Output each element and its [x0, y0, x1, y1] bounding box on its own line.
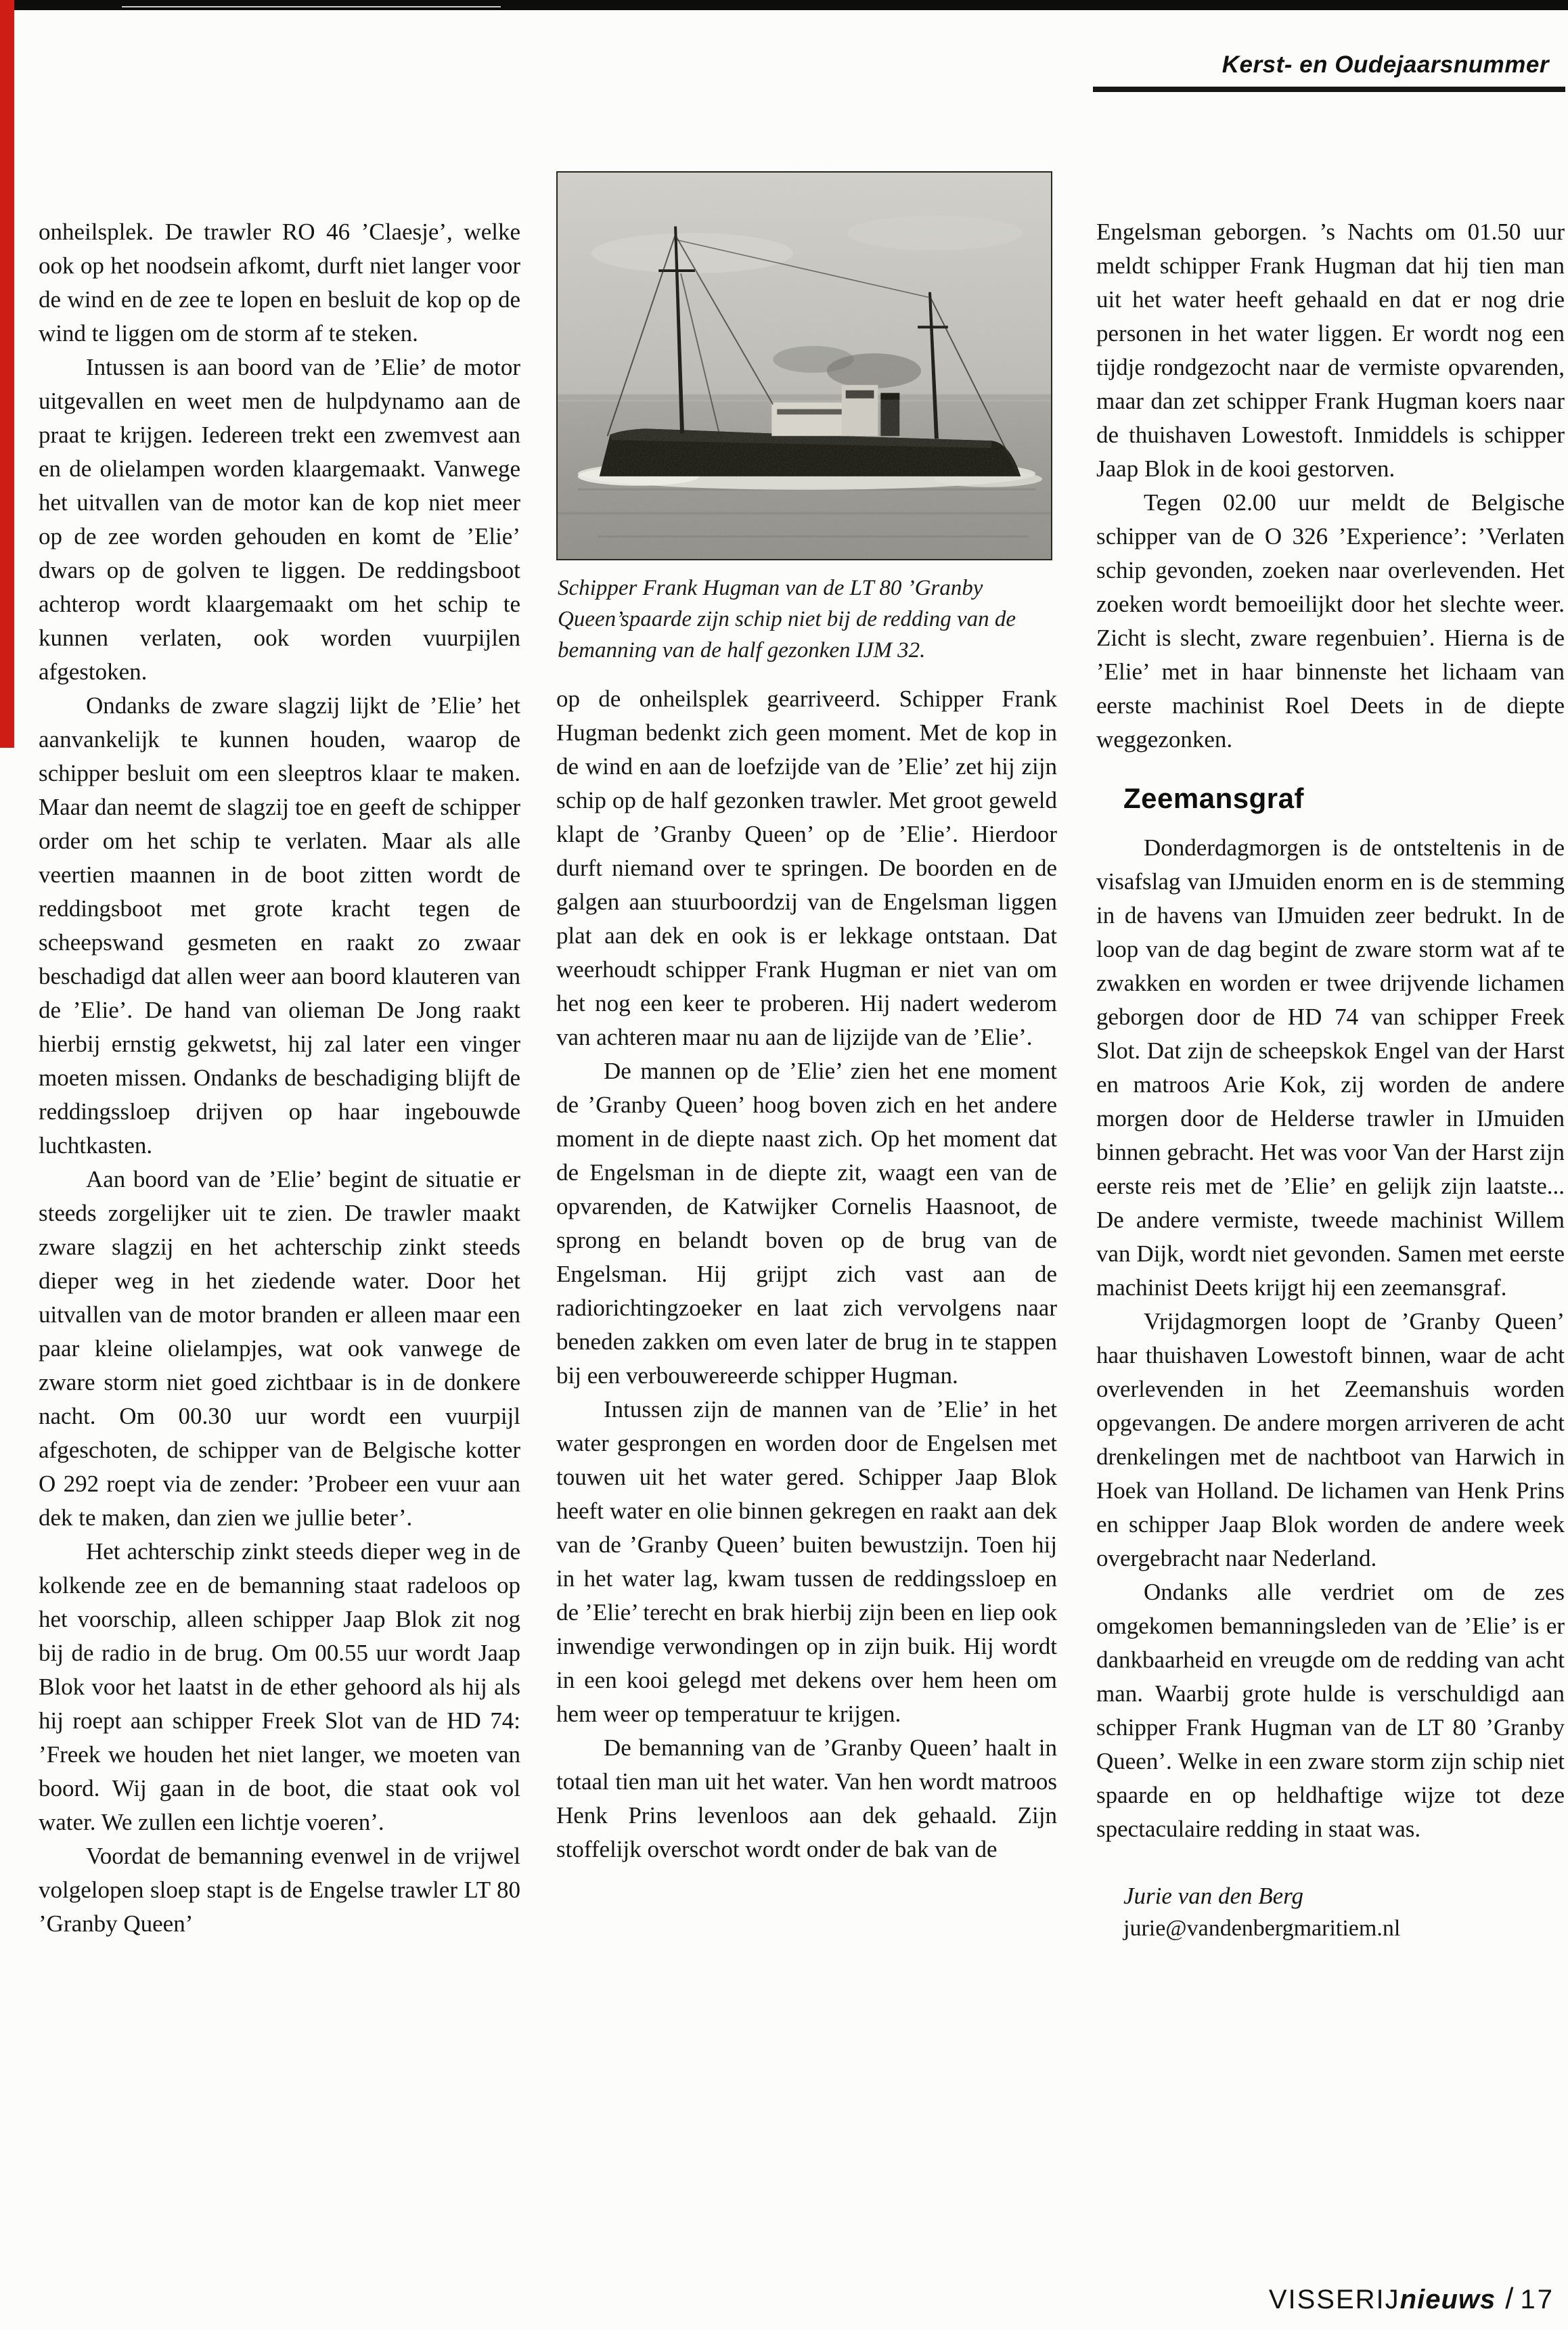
article-paragraph: Vrijdagmorgen loopt de ’Granby Queen’ haar thuishaven Lowestoft binnen, waar de acht overlevenden in het Zeemanshuis worden opgevangen. De andere morgen arriveren de acht drenkelingen met de nachtboot van Harwich in Hoek van Holland. De lichamen van Henk Prins en schipper Jaap Blok worden de andere week overgebracht naar Nederland.	[1096, 1308, 1565, 1571]
article-paragraph: Voordat de bemanning evenwel in de vrijwel volgelopen sloep stapt is de Engelse trawler LT 80 ’Granby Queen’	[39, 1843, 520, 1937]
article-paragraph: Intussen zijn de mannen van de ’Elie’ in het water gesprongen en worden door de Engelsen met touwen uit het water gered. Schipper Jaap Blok heeft water en olie binnen gekregen en raakt aan dek van de ’Granby Queen’ buiten bewustzijn. Toen hij in het water lag, kwam tussen de reddingssloep en de ’Elie’ terecht en brak hierbij zijn been en liep ook inwendige verwondingen op in zijn buik. Hij wordt in een kooi gelegd met dekens over hem heen om hem weer op temperatuur te krijgen.	[556, 1396, 1057, 1727]
header-rule	[1093, 87, 1565, 92]
article-paragraph: Donderdagmorgen is de ontsteltenis in de visafslag van IJmuiden enorm en is de stemming in de havens van IJmuiden zeer bedrukt. In de loop van de dag begint de zware storm wat af te zwakken en worden er twee drijvende lichamen geborgen door de HD 74 van schipper Freek Slot. Dat zijn de scheepskok Engel van der Harst en matroos Arie Kok, zij worden de andere morgen door de Helderse trawler in IJmuiden binnen gebracht. Het was voor Van der Harst zijn eerste reis met de ’Elie’ en gelijk zijn laatste... De andere vermiste, tweede machinist Willem van Dijk, wordt niet gevonden. Samen met eerste machinist Deets krijgt hij een zeemansgraf.	[1096, 834, 1565, 1301]
article-paragraph: onheilsplek. De trawler RO 46 ’Claesje’, welke ook op het noodsein afkomt, durft niet langer voor de wind en de zee te lopen en besluit de kop op de wind te liggen om de storm af te steken.	[39, 219, 520, 346]
magazine-logo-suffix: nieuws	[1399, 2285, 1496, 2314]
magazine-logo-caps: VISSERIJ	[1268, 2285, 1400, 2314]
photo-caption: Schipper Frank Hugman van de LT 80 ’Granby Queen’spaarde zijn schip niet bij de redding van de bemanning van de half gezonken IJM 32.	[558, 576, 1016, 663]
column-left	[39, 215, 520, 1941]
red-edge-tab	[0, 0, 14, 748]
author-name: Jurie van den Berg	[1123, 1883, 1303, 1909]
column-right-top	[1096, 215, 1565, 757]
article-paragraph: Engelsman geborgen. ’s Nachts om 01.50 uur meldt schipper Frank Hugman dat hij tien man uit het water heeft gehaald en dat er nog drie personen in het water liggen. Er wordt nog een tijdje rondgezocht naar de vermiste opvarenden, maar dan zet schipper Frank Hugman koers naar de thuishaven Lowestoft. Inmiddels is schipper Jaap Blok in de kooi gestorven.	[1096, 219, 1565, 482]
article-paragraph: Ondanks alle verdriet om de zes omgekomen bemanningsleden van de ’Elie’ is er dankbaarheid en vreugde om de redding van acht man. Waarbij grote hulde is verschuldigd aan schipper Frank Hugman van de LT 80 ’Granby Queen’. Welke in een zware storm zijn schip niet spaarde en op heldhaftige wijze tot deze spectaculaire redding in staat was.	[1096, 1579, 1565, 1842]
footer	[1269, 2282, 1554, 2316]
article-paragraph: Het achterschip zinkt steeds dieper weg in de kolkende zee en de bemanning staat radeloos op het voorschip, alleen schipper Jaap Blok zit nog bij de radio in de brug. Om 00.55 uur wordt Jaap Blok voor het laatst in de ether gehoord als hij als hij roept aan schipper Freek Slot van de HD 74: ’Freek we houden het niet langer, we moeten van boord. Wij gaan in de boot, die staat ook vol water. We zullen een lichtje voeren’.	[39, 1538, 520, 1835]
article-paragraph: De bemanning van de ’Granby Queen’ haalt in totaal tien man uit het water. Van hen wordt matroos Henk Prins levenloos aan dek gehaald. Zijn stoffelijk overschot wordt onder de bak van de	[556, 1734, 1057, 1862]
column-right-bottom	[1096, 831, 1565, 1846]
issue-label: Kerst- en Oudejaarsnummer	[1222, 51, 1549, 78]
trawler-photo	[556, 171, 1052, 560]
article-paragraph: Tegen 02.00 uur meldt de Belgische schipper van de O 326 ’Experience’: ’Verlaten schip gevonden, zoeken naar overlevenden. Het zoeken wordt bemoeilijkt door het slechte weer. Zicht is slecht, zware regenbuien’. Hierna is de ’Elie’ met in haar binnenste het lichaam van eerste machinist Roel Deets in de diepte weggezonken.	[1096, 489, 1565, 753]
column-middle	[556, 682, 1057, 1866]
article-paragraph: Aan boord van de ’Elie’ begint de situatie er steeds zorgelijker uit te zien. De trawler maakt zware slagzij en het achterschip zinkt steeds dieper weg in het ziedende water. Door het uitvallen van de motor branden er alleen maar een paar kleine olielampjes, wat ook vanwege de zware storm niet goed zichtbaar is in de donkere nacht. Om 00.30 uur wordt een vuurpijl afgeschoten, de schipper van de Belgische kotter O 292 roept via de zender: ’Probeer een vuur aan dek te maken, dan zien we jullie beter’.	[39, 1166, 520, 1531]
top-scan-band	[0, 0, 1568, 10]
article-paragraph: Ondanks de zware slagzij lijkt de ’Elie’ het aanvankelijk te kunnen houden, waarop de schipper besluit om een sleeptros klaar te maken. Maar dan neemt de slagzij toe en geeft de schipper order om het schip te verlaten. Maar als alle veertien maannen in de boot zitten wordt de reddingsboot met grote kracht tegen de scheepswand gesmeten en raakt zo zwaar beschadigd dat allen weer aan boord klauteren van de ’Elie’. De hand van olieman De Jong raakt hierbij ernstig gekwetst, hij zal later een vinger moeten missen. Ondanks de beschadiging blijft de reddingssloep drijven op haar ingebouwde luchtkasten.	[39, 692, 520, 1159]
column-right	[1096, 215, 1565, 1945]
article-paragraph: De mannen op de ’Elie’ zien het ene moment de ’Granby Queen’ hoog boven zich en het andere moment in de diepte naast zich. Op het moment dat de Engelsman in de diepte zit, waagt een van de opvarenden, de Katwijker Cornelis Haasnoot, de sprong en belandt boven op de brug van de Engelsman. Hij grijpt zich vast aan de radiorichtingzoeker en laat zich vervolgens naar beneden zakken om even later de brug in te stappen bij een verbouwereerde schipper Hugman.	[556, 1058, 1057, 1389]
author-byline	[1096, 1880, 1565, 1945]
section-heading: Zeemansgraf	[1123, 782, 1304, 814]
page-number: 17	[1520, 2285, 1554, 2314]
trawler-photo-art	[558, 173, 1051, 559]
author-email: jurie@vandenbergmaritiem.nl	[1123, 1916, 1401, 1941]
article-paragraph: op de onheilsplek gearriveerd. Schipper Frank Hugman bedenkt zich geen moment. Met de kop in de wind en aan de loefzijde van de ’Elie’ zet hij zijn schip op de half gezonken trawler. Met groot geweld klapt de ’Granby Queen’ op de ’Elie’. Hierdoor durft niemand over te springen. De boorden en de galgen aan stuurboordzij van de Engelsman liggen plat aan dek en ook is er lekkage ontstaan. Dat weerhoudt schipper Frank Hugman er niet van om het nog een keer te proberen. Hij nadert wederom van achteren maar nu aan de lijzijde van de ’Elie’.	[556, 686, 1057, 1050]
article-paragraph: Intussen is aan boord van de ’Elie’ de motor uitgevallen en weet men de hulpdynamo aan de praat te krijgen. Iedereen trekt een zwemvest aan en de olielampen worden klaargemaakt. Vanwege het uitvallen van de motor kan de kop niet meer op de zee worden gehouden en komt de ’Elie’ dwars op de golven te liggen. De reddingsboot achterop wordt klaargemaakt om het schip te kunnen verlaten, ook worden vuurpijlen afgestoken.	[39, 354, 520, 685]
footer-divider: /	[1505, 2282, 1514, 2315]
